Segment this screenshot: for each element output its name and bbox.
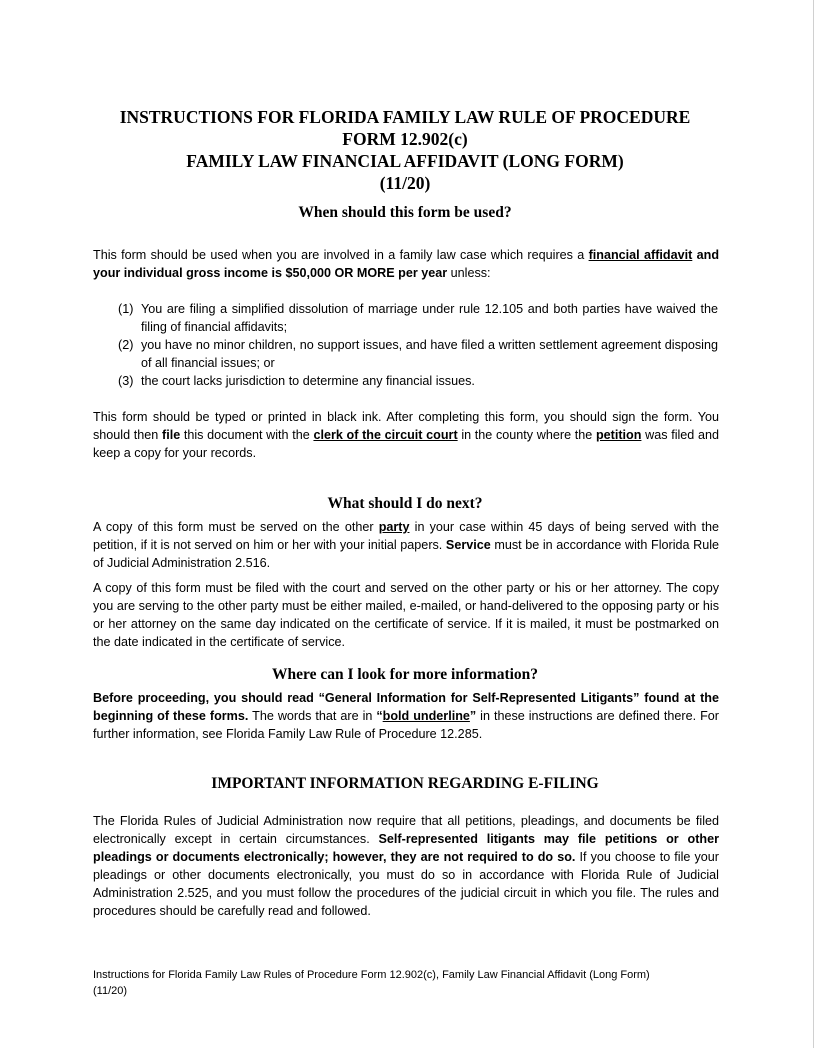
title-line-3: FAMILY LAW FINANCIAL AFFIDAVIT (LONG FORM) <box>186 151 624 171</box>
title-line-4: (11/20) <box>379 173 431 193</box>
list-item-number: (1) <box>118 302 134 316</box>
page-footer <box>93 967 723 999</box>
defined-term-clerk: clerk of the circuit court <box>313 428 458 442</box>
info-paragraph <box>93 689 719 743</box>
list-item <box>118 300 718 336</box>
title-line-2: FORM 12.902(c) <box>342 129 468 149</box>
next-paragraph-2: A copy of this form must be filed with the court and served on the other party or his or her attorney. The copy you are serving to the other party must be either mailed, e-mailed, or hand-delivered to the opposing party or his or her attorney on the same day indicated on the certificate of service. If it is mailed, it must be postmarked on the date indicated in the certificate of service. <box>93 581 719 649</box>
footer-line-2: (11/20) <box>93 985 128 997</box>
next-paragraph-1 <box>93 518 719 572</box>
list-item-number: (2) <box>118 338 134 352</box>
text-span: unless: <box>447 266 491 280</box>
text-span: This form should be typed or printed in black ink. After completing this form, you should sign the form. You should then <box>93 410 719 442</box>
text-span: in your case within 45 days of being served with the petition, if it is not served on him or her with your initial papers. <box>93 520 720 552</box>
heading-when: When should this form be used? <box>298 204 512 221</box>
list-item-number: (3) <box>118 374 134 388</box>
bold-quote-close: ” <box>469 709 477 723</box>
efiling-paragraph <box>93 812 719 920</box>
defined-term-financial-affidavit: financial affidavit <box>588 248 693 262</box>
defined-term-bold-underline: bold underline <box>382 709 470 723</box>
text-span: A copy of this form must be served on the other <box>93 520 379 534</box>
heading-efiling: IMPORTANT INFORMATION REGARDING E-FILING <box>211 775 599 792</box>
list-item <box>118 336 718 372</box>
bold-service: Service <box>445 538 491 552</box>
bold-self-represented: Self-represented litigants may file petitions or other pleadings or documents electronically; however, they are not required to do so. <box>93 832 719 864</box>
heading-next: What should I do next? <box>327 495 483 512</box>
list-item-text: You are filing a simplified dissolution of marriage under rule 12.105 and both parties have waived the filing of financial affidavits; <box>141 302 718 334</box>
text-span: in these instructions are defined there. For further information, see Florida Family Law Rule of Procedure 12.285. <box>93 709 719 741</box>
list-item-text: the court lacks jurisdiction to determine any financial issues. <box>141 374 475 388</box>
heading-more-info: Where can I look for more information? <box>271 666 539 683</box>
text-span: this document with the <box>180 428 314 442</box>
exceptions-list <box>118 300 718 390</box>
text-span: This form should be used when you are involved in a family law case which requires a <box>93 248 589 262</box>
bold-income-requirement: and your individual gross income is $50,000 OR MORE per year <box>93 248 720 280</box>
when-paragraph-1 <box>93 246 719 282</box>
text-span: was filed and keep a copy for your records. <box>93 428 720 460</box>
bold-file: file <box>162 428 181 442</box>
bold-quote-open: “ <box>376 709 383 723</box>
defined-term-party: party <box>378 520 410 534</box>
text-span: in the county where the <box>457 428 596 442</box>
list-item <box>118 372 718 390</box>
text-span: If you choose to file your pleadings or other documents electronically, you must do so in accordance with Florida Rule of Judicial Administration 2.525, and you must follow the procedures of the judicial circuit in which you file. The rules and procedures should be carefully read and followed. <box>93 850 719 918</box>
defined-term-petition: petition <box>595 428 642 442</box>
bold-read-general-info: Before proceeding, you should read “General Information for Self-Represented Litigants” found at the beginning of these forms. <box>93 691 719 723</box>
document-title <box>93 106 717 194</box>
when-paragraph-2 <box>93 408 719 462</box>
footer-line-1: Instructions for Florida Family Law Rules of Procedure Form 12.902(c), Family Law Financial Affidavit (Long Form) <box>93 969 650 981</box>
text-span: The words that are in <box>248 709 377 723</box>
text-span: must be in accordance with Florida Rule of Judicial Administration 2.516. <box>93 538 720 570</box>
text-span: The Florida Rules of Judicial Administration now require that all petitions, pleadings, and documents be filed electronically except in certain circumstances. <box>93 814 719 846</box>
title-line-1: INSTRUCTIONS FOR FLORIDA FAMILY LAW RULE OF PROCEDURE <box>119 107 691 127</box>
list-item-text: you have no minor children, no support issues, and have filed a written settlement agreement disposing of all financial issues; or <box>141 338 718 370</box>
